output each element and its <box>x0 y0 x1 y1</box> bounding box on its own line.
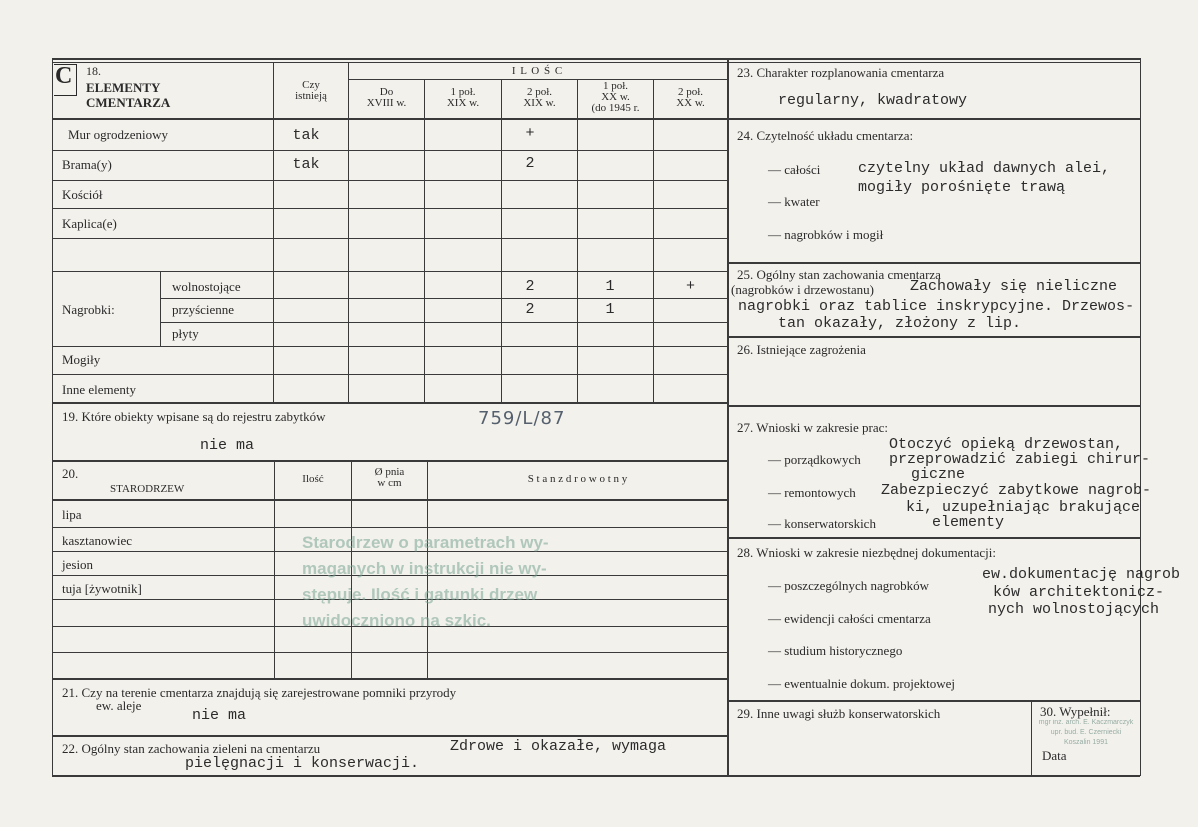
col-czy-line1: Czy <box>302 79 320 91</box>
period-5-l2: XX w. <box>676 97 705 109</box>
q30-date-label: Data <box>1042 748 1067 763</box>
stamp-line-2: maganych w instrukcji nie wy- <box>302 559 547 578</box>
q27-answer-2: przeprowadzić zabiegi chirur- <box>889 451 1151 468</box>
q25-answer-1: Zachowały się nieliczne <box>910 278 1118 295</box>
q27-answer-6: elementy <box>932 514 1005 531</box>
q22-answer-1: Zdrowe i okazałe, wymaga <box>450 738 667 755</box>
species-2: kasztanowiec <box>62 533 133 548</box>
q28-answer-3: nych wolnostojących <box>988 601 1160 618</box>
q24-answer-2: mogiły porośnięte trawą <box>858 179 1066 196</box>
q27-answer-5: ki, uzupełniając brakujące <box>906 499 1141 516</box>
q27-answer-1: Otoczyć opieką drzewostan, <box>889 436 1124 453</box>
section-title-2: CMENTARZA <box>86 95 171 110</box>
col-czy-header <box>276 80 346 102</box>
cell-wolno-p3: 2 <box>525 278 535 295</box>
q19-answer: nie ma <box>200 437 255 454</box>
q29-label: 29. Inne uwagi służb konserwatorskich <box>737 706 941 721</box>
q21-answer: nie ma <box>192 707 247 724</box>
q28-sub-studium: — studium historycznego <box>768 643 903 658</box>
section-number: 18. <box>86 64 101 78</box>
cell-wolno-p5: + <box>685 278 695 295</box>
period-5-l1: 2 poł. <box>677 86 704 98</box>
row-label-mogily: Mogiły <box>62 352 101 367</box>
row-label-mur: Mur ogrodzeniowy <box>68 127 169 142</box>
q24-answer-1: czytelny układ dawnych alei, <box>858 160 1111 177</box>
starodrzew-stamp <box>302 530 549 634</box>
q21-label: 21. Czy na terenie cmentarza znajdują się zarejestrowane pomniki przyrody <box>62 685 457 700</box>
period-4-l1: 1 poł. <box>602 80 629 92</box>
q28-sub-nagrobkow: — poszczególnych nagrobków <box>768 578 930 593</box>
q24-sub-kwater: — kwater <box>768 194 820 209</box>
cell-brama-czy: tak <box>292 156 320 173</box>
q20-col-ilosc: Ilość <box>302 473 324 485</box>
cell-przysc-p3: 2 <box>525 301 535 318</box>
q28-answer-1: ew.dokumentację nagrob <box>982 566 1181 583</box>
ilosc-header: I L O Ś C <box>511 65 564 77</box>
q24-label: 24. Czytelność układu cmentarza: <box>737 128 914 143</box>
period-col-1 <box>349 87 424 109</box>
period-2-l1: 1 poł. <box>450 86 476 98</box>
q23-answer: regularny, kwadratowy <box>778 92 968 109</box>
q30-stamp-line-3: Koszalin 1991 <box>1064 739 1108 746</box>
row-label-wolno: wolnostojące <box>172 279 241 294</box>
q22-answer-2: pielęgnacji i konserwacji. <box>185 755 420 772</box>
q27-sub-porzadkowych: — porządkowych <box>768 452 861 467</box>
q19-register-number: 759/L/87 <box>478 408 566 429</box>
q24-sub-calosci: — całości <box>768 162 821 177</box>
q23-label: 23. Charakter rozplanowania cmentarza <box>737 65 945 80</box>
q30-stamp-line-1: mgr inż. arch. E. Kaczmarczyk <box>1038 719 1134 726</box>
cell-brama-p3: 2 <box>525 155 535 172</box>
q19-label: 19. Które obiekty wpisane są do rejestru zabytków <box>62 409 326 424</box>
q22-label: 22. Ogólny stan zachowania zieleni na cmentarzu <box>62 741 321 756</box>
row-label-nagrobki: Nagrobki: <box>62 302 115 317</box>
q27-answer-3: giczne <box>911 466 966 483</box>
q28-sub-ewidencji: — ewidencji całości cmentarza <box>768 611 931 626</box>
row-label-inne: Inne elementy <box>62 382 136 397</box>
q21-sublabel: ew. aleje <box>96 698 142 713</box>
q28-label: 28. Wnioski w zakresie niezbędnej dokumentacji: <box>737 545 996 560</box>
row-label-przysc: przyścienne <box>172 302 235 317</box>
period-1-l2: XVIII w. <box>366 97 407 109</box>
q20-number: 20. <box>62 466 79 481</box>
q20-col-pnia-l1: Ø pnia <box>374 466 405 478</box>
q20-col-pnia-l2: w cm <box>377 477 402 489</box>
q20-col-pnia <box>352 467 427 489</box>
q27-sub-konserwatorskich: — konserwatorskich <box>768 516 876 531</box>
period-3-l1: 2 poł. <box>526 86 553 98</box>
species-3: jesion <box>62 557 94 572</box>
period-1-l1: Do <box>379 86 394 98</box>
species-1: lipa <box>62 507 82 522</box>
row-label-brama: Brama(y) <box>62 157 112 172</box>
period-2-l2: XIX w. <box>446 97 480 109</box>
period-col-2 <box>425 87 501 109</box>
q30-stamp-line-2: upr. bud. E. Czerniecki <box>1050 729 1122 736</box>
q27-label: 27. Wnioski w zakresie prac: <box>737 420 889 435</box>
cell-wolno-p4: 1 <box>605 278 615 295</box>
stamp-line-1: Starodrzew o parametrach wy- <box>302 533 549 552</box>
q30-label: 30. Wypełnił: <box>1040 704 1111 719</box>
period-col-4 <box>578 81 653 114</box>
q20-title: STARODRZEW <box>110 483 185 495</box>
q24-sub-nagrobkow: — nagrobków i mogił <box>768 227 884 242</box>
section-letter: C <box>55 63 73 89</box>
cell-mur-czy: tak <box>292 127 320 144</box>
q20-col-stan: S t a n z d r o w o t n y <box>527 473 628 485</box>
row-label-kaplica: Kaplica(e) <box>62 216 117 231</box>
q27-sub-remontowych: — remontowych <box>768 485 856 500</box>
period-4-l2: XX w. <box>601 91 630 103</box>
period-3-l2: XIX w. <box>523 97 556 109</box>
section-title-1: ELEMENTY <box>86 80 161 95</box>
row-label-kosciol: Kościół <box>62 187 103 202</box>
period-col-3 <box>502 87 577 109</box>
period-4-l3: (do 1945 r. <box>591 102 640 114</box>
cell-mur-p3: + <box>525 125 535 142</box>
col-czy-line2: istnieją <box>295 90 327 102</box>
stamp-line-3: stępuje. Ilość i gatunki drzew <box>302 585 538 604</box>
q27-answer-4: Zabezpieczyć zabytkowe nagrob- <box>881 482 1152 499</box>
q25-sublabel: (nagrobków i drzewostanu) <box>731 282 874 297</box>
q26-label: 26. Istniejące zagrożenia <box>737 342 866 357</box>
species-4: tuja [żywotnik] <box>62 581 142 596</box>
q30-signature-stamp <box>1034 718 1138 748</box>
stamp-line-4: uwidoczniono na szkic. <box>302 611 491 630</box>
period-col-5 <box>654 87 727 109</box>
q25-answer-3: tan okazały, złożony z lip. <box>778 315 1022 332</box>
row-label-plyty: płyty <box>172 326 199 341</box>
q25-label: 25. Ogólny stan zachowania cmentarza <box>737 267 941 282</box>
cell-przysc-p4: 1 <box>605 301 615 318</box>
q28-sub-projektowej: — ewentualnie dokum. projektowej <box>768 676 956 691</box>
q28-answer-2: ków architektonicz- <box>993 584 1165 601</box>
q25-answer-2: nagrobki oraz tablice inskrypcyjne. Drzewos- <box>738 298 1135 315</box>
